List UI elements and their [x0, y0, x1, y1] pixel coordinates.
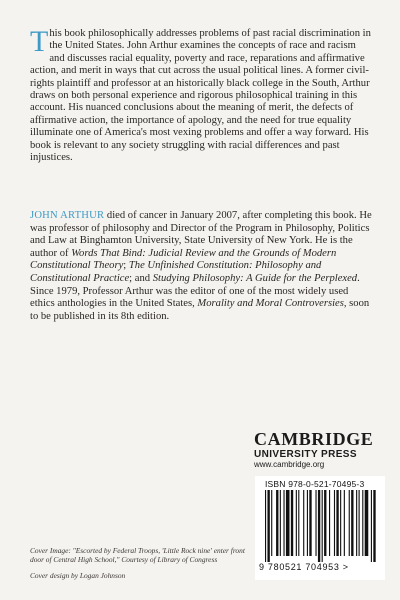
barcode-panel	[255, 476, 385, 580]
book-title-1: Words That Bind: Judicial Review and the Grounds of Modern Constitutional Theory	[30, 247, 337, 272]
bio-text-1: died of cancer in January 2007, after completing this book. He was professor of philosophy and Director of the Program in Philosophy, Politics and Law at Binghamton University, State University of New York. He is the author of	[30, 210, 372, 259]
book-title-3: Studying Philosophy: A Guide for the Perplexed	[152, 272, 358, 284]
bio-text-4: . Since 1979, Professor Arthur was the editor of one of the most widely used ethics anthologies in the United States,	[30, 272, 360, 310]
cover-design-credit: Cover design by Logan Johnson	[30, 571, 126, 580]
cover-image-credit: Cover Image: "Escorted by Federal Troops, 'Little Rock nine' enter front door of Central High School," Courtesy of Library of Congress	[30, 546, 245, 564]
bio-text-3: ; and	[129, 272, 153, 284]
book-description	[30, 25, 372, 164]
bio-text-5: , soon to be published in its 8th edition.	[30, 298, 370, 322]
description-text: his book philosophically addresses problems of past racial discrimination in the United States. John Arthur examines the concepts of race and racism and discusses racial equality, poverty and race, reparations and affirmative action, and merit in ways that cut across the usual political lines. A former civil-rights plaintiff and professor at an historically black college in the South, Arthur draws on both personal experience and rigorous philosophical training in this account. His nuanced conclusions about the meaning of merit, the defects of affirmative action, the importance of apology, and the need for true equality illuminate one of America's most vexing problems and offer a way forward. His book is relevant to any society struggling with racial differences and past injustices.	[30, 28, 371, 164]
author-name: JOHN ARTHUR	[30, 210, 105, 221]
isbn-label: ISBN 978-0-521-70495-3	[265, 479, 365, 489]
drop-cap: T	[30, 25, 49, 58]
publisher-url: www.cambridge.org	[254, 460, 325, 469]
barcode-icon	[265, 490, 377, 562]
publisher-subtitle: UNIVERSITY PRESS	[254, 449, 357, 460]
book-title-2: The Unfinished Constitution: Philosophy and Constitutional Practice	[30, 260, 322, 284]
author-bio	[30, 210, 375, 323]
bio-text-2: ;	[123, 260, 129, 272]
barcode-digits: 9 780521 704953 >	[259, 562, 349, 572]
book-title-4: Morality and Moral Controversies	[197, 298, 344, 310]
publisher-name: CAMBRIDGE	[254, 429, 374, 449]
publisher-logo	[254, 430, 384, 470]
